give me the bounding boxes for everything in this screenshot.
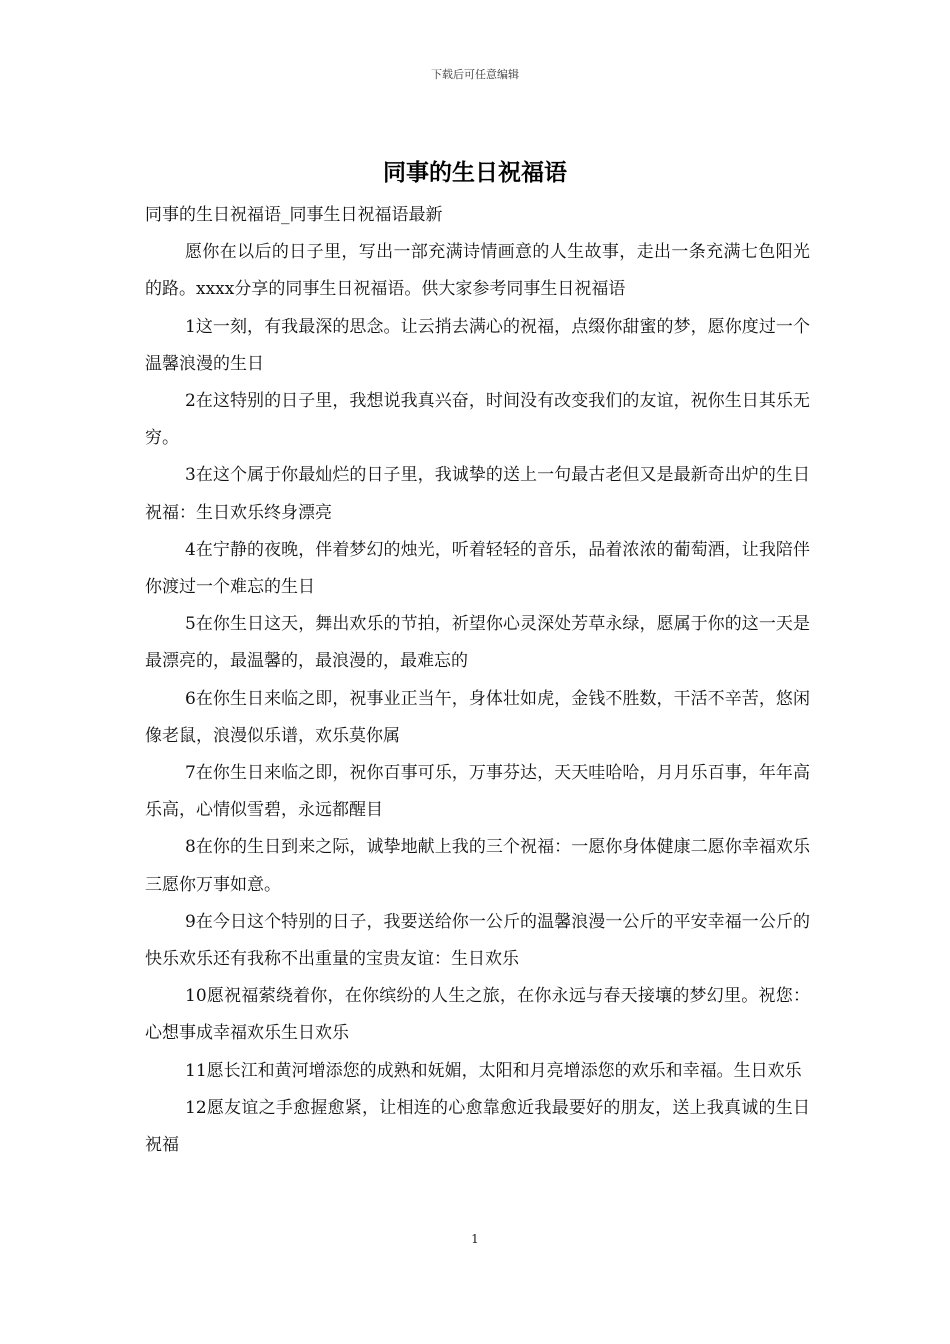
document-subtitle: 同事的生日祝福语_同事生日祝福语最新 (145, 205, 443, 225)
wish-paragraph-2: 2在这特别的日子里，我想说我真兴奋，时间没有改变我们的友谊，祝你生日其乐无穷。 (145, 391, 810, 449)
wish-paragraph-4: 4在宁静的夜晚，伴着梦幻的烛光，听着轻轻的音乐，品着浓浓的葡萄酒，让我陪伴你渡过一个难忘的生日 (145, 539, 810, 598)
wish-paragraph-10: 10愿祝福萦绕着你，在你缤纷的人生之旅，在你永远与春天接壤的梦幻里。祝您：心想事成幸福欢乐生日欢乐 (145, 986, 810, 1044)
wish-paragraph-12: 12愿友谊之手愈握愈紧，让相连的心愈靠愈近我最要好的朋友，送上我真诚的生日祝福 (145, 1097, 810, 1156)
wish-paragraph-5: 5在你生日这天，舞出欢乐的节拍，祈望你心灵深处芳草永绿，愿属于你的这一天是最漂亮的，最温馨的，最浪漫的，最难忘的 (145, 614, 810, 672)
page-number: 1 (471, 1232, 479, 1246)
wish-paragraph-1: 1这一刻，有我最深的思念。让云捎去满心的祝福，点缀你甜蜜的梦，愿你度过一个温馨浪漫的生日 (145, 316, 810, 374)
intro-paragraph: 愿你在以后的日子里，写出一部充满诗情画意的人生故事，走出一条充满七色阳光的路。xxxx分享的同事生日祝福语。供大家参考同事生日祝福语 (145, 242, 810, 300)
wish-paragraph-11: 11愿长江和黄河增添您的成熟和妩媚，太阳和月亮增添您的欢乐和幸福。生日欢乐 (185, 1060, 802, 1081)
wish-paragraph-7: 7在你生日来临之即，祝你百事可乐，万事芬达，天天哇哈哈，月月乐百事，年年高乐高，心情似雪碧，永远都醒目 (145, 763, 810, 821)
wish-paragraph-3: 3在这个属于你最灿烂的日子里，我诚挚的送上一句最古老但又是最新奇出炉的生日祝福：生日欢乐终身漂亮 (145, 465, 810, 523)
document-body (145, 197, 810, 1164)
wish-paragraph-6: 6在你生日来临之即，祝事业正当午，身体壮如虎，金钱不胜数，干活不辛苦，悠闲像老鼠，浪漫似乐谱，欢乐莫你属 (145, 688, 810, 746)
document-title: 同事的生日祝福语 (383, 159, 567, 186)
page-header-note: 下载后可任意编辑 (431, 68, 519, 81)
wish-paragraph-8: 8在你的生日到来之际，诚挚地献上我的三个祝福：一愿你身体健康二愿你幸福欢乐三愿你万事如意。 (145, 837, 810, 895)
wish-paragraph-9: 9在今日这个特别的日子，我要送给你一公斤的温馨浪漫一公斤的平安幸福一公斤的快乐欢乐还有我称不出重量的宝贵友谊：生日欢乐 (145, 911, 810, 970)
